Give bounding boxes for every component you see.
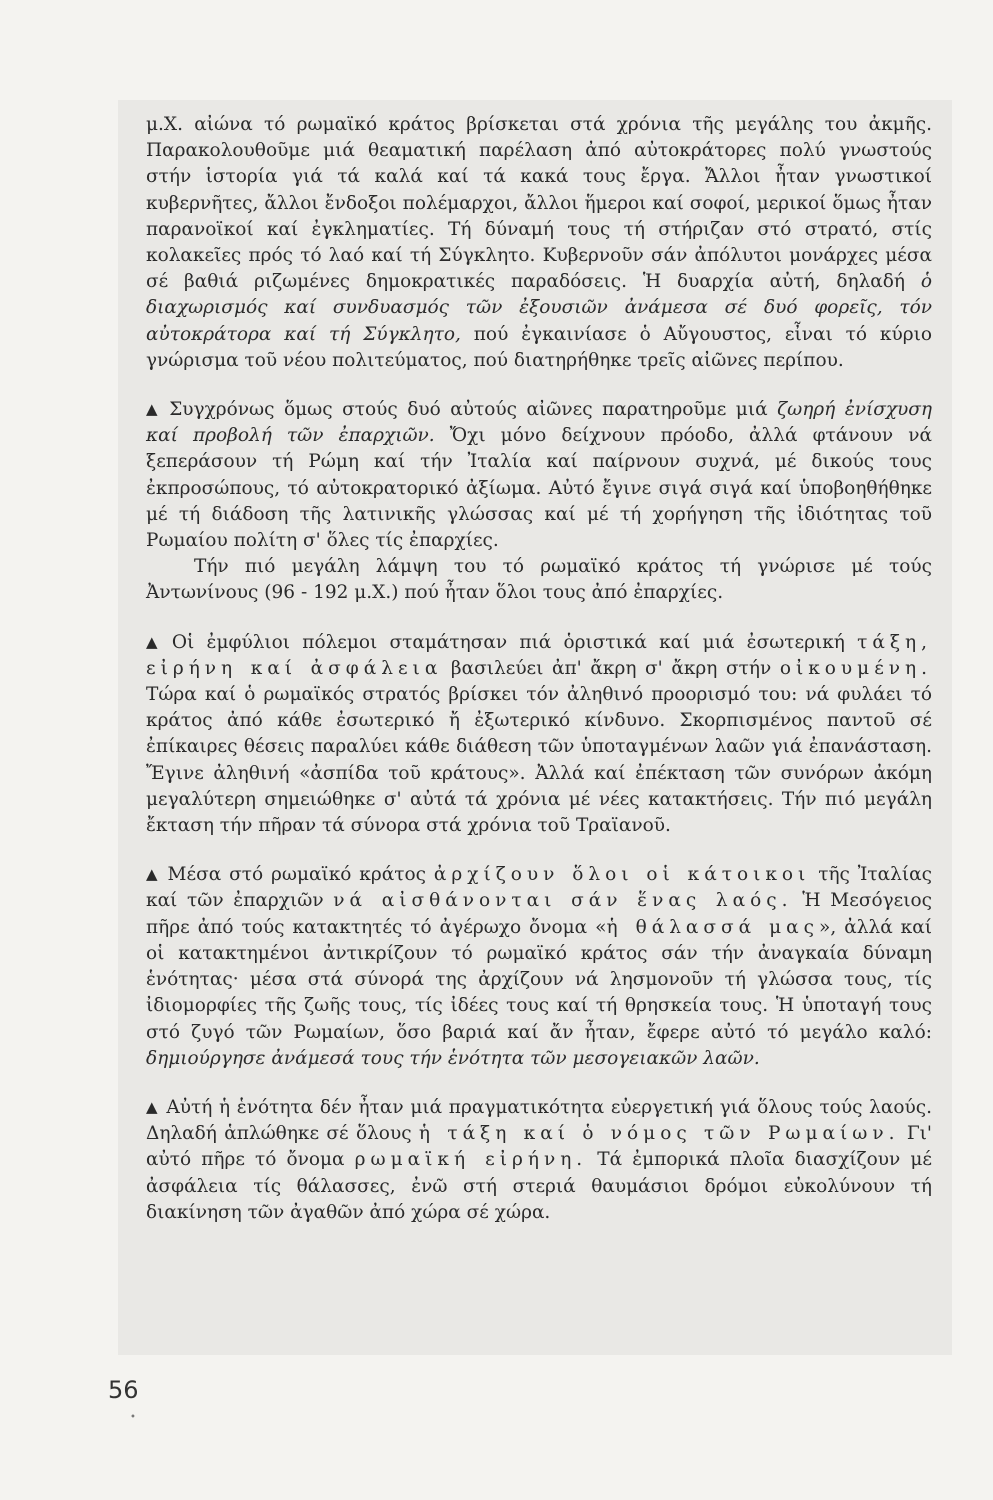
italic-run: ζωηρή ἐνίσχυση καί προβολή τῶν ἐπαρχιῶν. (146, 399, 932, 447)
text-run: Γι' αὐτό πῆρε τό ὄνομα (146, 1123, 933, 1171)
spaced-run: ἡ θάλασσά μας (606, 916, 820, 938)
paragraph-2 (146, 396, 932, 554)
paragraph-4 (146, 629, 932, 840)
text-run: », ἀλλά καί οἱ κατακτημένοι ἀντικρίζουν τό ρωμαϊκό κράτος σάν τήν ἀναγκαία δύναμη ἑνότητας· μέσα στά σύνορά της ἀρχίζουν νά λησμονοῦν τή γλώσσα τους, τίς ἰδιομορφίες τῆς ζωῆς τους, τίς ἰδέες τους καί τή θρησκεία τους. Ἡ ὑποταγή τους στό ζυγό τῶν Ρωμαίων, ὅσο βαριά καί ἄν ἦταν, ἔφερε αὐτό τό μεγάλο καλό: (146, 916, 932, 1043)
text-run: Συγχρόνως ὅμως στούς δυό αὐτούς αἰῶνες παρατηροῦμε μιά (169, 399, 778, 421)
italic-run: δημιούργησε ἀνάμεσά τους τήν ἑνότητα τῶν μεσογειακῶν λαῶν. (146, 1047, 760, 1069)
triangle-bullet-icon: ▲ (146, 632, 164, 651)
spaced-run: οἰκουμένη. (779, 657, 932, 679)
paragraph-6 (146, 1094, 932, 1226)
text-run: Μέσα στό ρωμαϊκό κράτος (167, 864, 434, 886)
triangle-bullet-icon: ▲ (146, 400, 162, 419)
paragraph-5 (146, 861, 932, 1072)
dot-mark: • (130, 1412, 136, 1423)
text-run: πού ἐγκαινίασε ὁ Αὔγουστος, εἶναι τό κύριο γνώρισμα τοῦ νέου πολιτεύματος, πού διατηρήθηκε τρεῖς αἰῶνες περίπου. (146, 323, 932, 371)
spaced-run: ἡ τάξη καί ὁ νόμος τῶν Ρωμαίων. (418, 1123, 900, 1145)
text-run: Οἱ ἐμφύλιοι πόλεμοι σταμάτησαν πιά ὁριστικά καί μιά ἐσωτερική (171, 631, 858, 653)
paragraph-3 (146, 554, 932, 606)
text-run: μ.Χ. αἰώνα τό ρωμαϊκό κράτος βρίσκεται στά χρόνια τῆς μεγάλης του ἀκμῆς. Παρακολουθοῦμε μιά θεαματική παρέλαση ἀπό αὐτοκράτορες πολύ γνωστούς στήν ἱστορία γιά τά καλά καί τά κακά τους ἔργα. Ἄλλοι ἦταν γνωστικοί κυβερνῆτες, ἄλλοι ἔνδοξοι πολέμαρχοι, ἄλλοι ἥμεροι καί σοφοί, μερικοί ὅμως ἦταν παρανοϊκοί καί ἐγκληματίες. Τή δύναμή τους τή στήριζαν στό στρατό, στίς κολακεῖες πρός τό λαό καί τή Σύγκλητο. Κυβερνοῦν σάν ἀπόλυτοι μονάρχες μέσα σέ βαθιά ριζωμένες δημοκρατικές παραδόσεις. Ἡ δυαρχία αὐτή, δηλαδή (146, 114, 932, 293)
spaced-run: ρωμαϊκή εἰρήνη. (354, 1149, 588, 1171)
text-run: Τήν πιό μεγάλη λάμψη του τό ρωμαϊκό κράτος τή γνώρισε μέ τούς Ἀντωνίνους (96 - 192 μ.Χ.) πού ἦταν ὅλοι τους ἀπό ἐπαρχίες. (146, 556, 932, 604)
page-number: 56 (108, 1376, 139, 1404)
paragraph-1 (146, 112, 932, 374)
text-run: βασιλεύει ἀπ' ἄκρη σ' ἄκρη στήν (442, 657, 780, 679)
triangle-bullet-icon: ▲ (146, 865, 160, 884)
text-run: Τώρα καί ὁ ρωμαϊκός στρατός βρίσκει τόν ἀληθινό προορισμό του: νά φυλάει τό κράτος ἀπό κάθε ἐσωτερικό ἤ ἐξωτερικό κίνδυνο. Σκορπισμένος παντοῦ σέ ἐπίκαιρες θέσεις παραλύει κάθε διάθεση τῶν ὑποταγμένων λαῶν γιά ἐπανάσταση. Ἔγινε ἀληθινή «ἀσπίδα τοῦ κράτους». Ἀλλά καί ἐπέκταση τῶν συνόρων ἀκόμη μεγαλύτερη σημειώθηκε σ' αὐτά τά χρόνια μέ νέες κατακτήσεις. Τήν πιό μεγάλη ἔκταση τήν πῆραν τά σύνορα στά χρόνια τοῦ Τραϊανοῦ. (146, 684, 932, 837)
triangle-bullet-icon: ▲ (146, 1097, 159, 1116)
text-run: Τά ἐμπορικά πλοῖα διασχίζουν μέ ἀσφάλεια τίς θάλασσες, ἐνῶ στή στεριά θαυμάσιοι δρόμοι εὐκολύνουν τή διακίνηση τῶν ἀγαθῶν ἀπό χώρα σέ χώρα. (146, 1149, 932, 1223)
spaced-run: ἀρχίζουν ὅλοι οἱ κάτοικοι (433, 864, 811, 886)
spaced-run: τάξη, εἰρήνη καί ἀσφάλεια (146, 631, 932, 679)
spaced-run: νά αἰσθάνονται σάν ἕνας λαός. (333, 890, 793, 912)
page-text (146, 112, 932, 1226)
text-run: Αὐτή ἡ ἑνότητα δέν ἦταν μιά πραγματικότητα εὐεργετική γιά ὅλους τούς λαούς. Δηλαδή ἁπλώθηκε σέ ὅλους (146, 1096, 932, 1145)
italic-run: ὁ διαχωρισμός καί συνδυασμός τῶν ἐξουσιῶν ἀνάμεσα σέ δυό φορεῖς, τόν αὐτοκράτορα καί τή Σύγκλητο, (146, 271, 932, 345)
text-run: Ὄχι μόνο δείχνουν πρόοδο, ἀλλά φτάνουν νά ξεπεράσουν τή Ρώμη καί τήν Ἰταλία καί παίρνουν συχνά, μέ δικούς τους ἐκπροσώπους, τό αὐτοκρατορικό ἀξίωμα. Αὐτό ἔγινε σιγά σιγά καί ὑποβοηθήθηκε μέ τή διάδοση τῆς λατινικῆς γλώσσας καί μέ τή χορήγηση τῆς ἰδιότητας τοῦ Ρωμαίου πολίτη σ' ὅλες τίς ἐπαρχίες. (146, 425, 932, 552)
text-run: τῆς Ἰταλίας καί τῶν ἐπαρχιῶν (146, 864, 932, 912)
text-run: Ἡ Μεσόγειος πῆρε ἀπό τούς κατακτητές τό ἀγέρωχο ὄνομα « (146, 890, 932, 938)
